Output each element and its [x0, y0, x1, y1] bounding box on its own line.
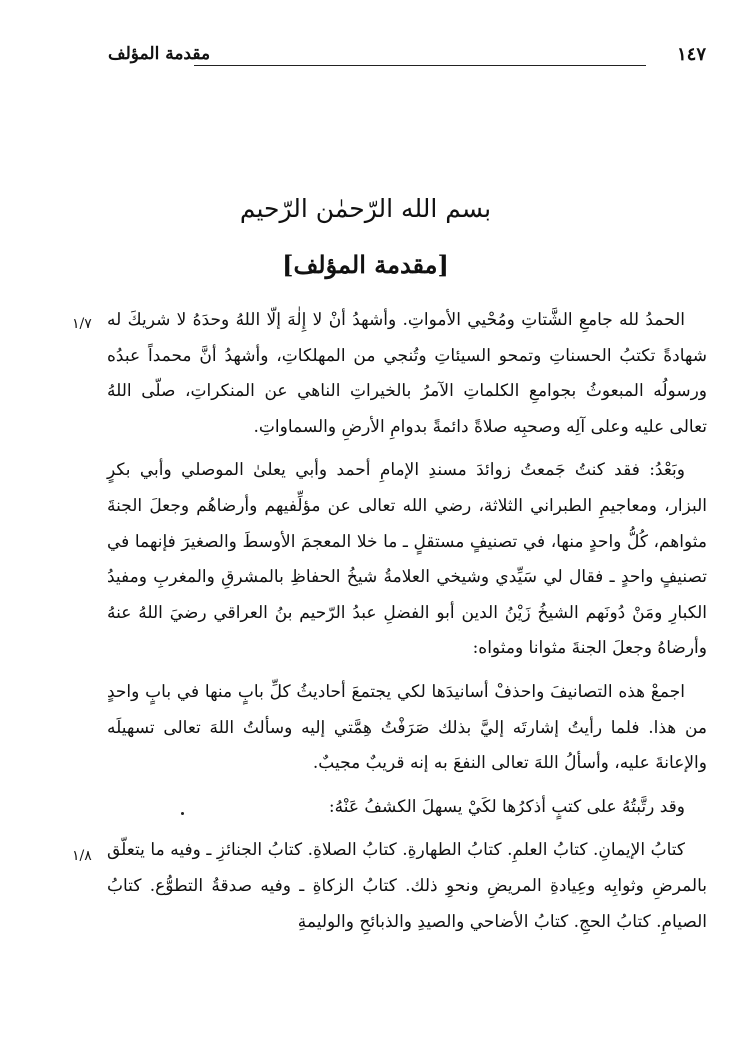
- paragraph-arrangement: وقد رتَّبتُهُ على كتبٍ أذكرُها لكَيْ يسهلَ الكشفُ عَنْهُ:: [328, 796, 685, 817]
- paragraph-intro: وبَعْدُ: فقد كنتُ جَمعتُ زوائدَ مسندِ الإمامِ أحمد وأبي يعلىٰ الموصلي وأبي بكرٍ البزار، ومعاجيمِ الطبراني الثلاثة، رضي الله تعالى عن مؤلِّفيهم وأرضاهُم وجعلَ الجنةَ مثواهم، كُلُّ واحدٍ منها، في تصنيفٍ مستقلٍ ـ ما خلا المعجمَ الأوسطَ والصغيرَ فإنهما في تصنيفٍ واحدٍ ـ فقال لي سَيِّدي وشيخي العلامةُ شيخُ الحفاظِ بالمشرقِ والمغربِ ومفيدُ الكبارِ ومَنْ دُونَهم الشيخُ زَيْنُ الدين أبو الفضلِ عبدُ الرّحيم بنُ العراقي رضيَ اللهُ عنهُ وأرضاهُ وجعلَ الجنةَ مثوانا ومثواه:: [107, 460, 707, 659]
- paragraph-hamd: الحمدُ لله جامعِ الشَّتاتِ ومُحْيي الأمواتِ. وأشهدُ أنْ لا إِلٰهَ إلّا اللهُ وحدَهُ لا شريكَ له شهادةً تكتبُ الحسناتِ وتمحو السيئاتِ وتُنجي من المهلكاتِ، وأشهدُ أنَّ محمداً عبدُه ورسولُه المبعوثُ بجوامعِ الكلماتِ الآمرُ بالخيراتِ الناهي عن المنكراتِ، صلّى اللهُ تعالى عليه وعلى آلِه وصحبِه صلاةً دائمةً بدوامِ الأرضِ والسماواتِ.: [107, 310, 707, 437]
- margin-reference: ١/٨: [72, 848, 92, 864]
- stray-mark: [181, 812, 184, 815]
- page-number: ١٤٧: [676, 44, 706, 65]
- running-header-title: مقدمة المؤلف: [108, 44, 211, 64]
- section-title: [مقدمة المؤلف]: [282, 250, 449, 279]
- header-rule: [194, 65, 646, 66]
- margin-reference: ١/٧: [72, 316, 92, 332]
- basmala: بسم الله الرّحمٰن الرّحيم: [239, 194, 492, 223]
- paragraph-book-list: كتابُ الإيمانِ. كتابُ العلمِ. كتابُ الطهارةِ. كتابُ الصلاةِ. كتابُ الجنائزِ ـ وفيه ما يتعلّق بالمرضِ وثوابِه وعِيادةِ المريضِ ونحوِ ذلك. كتابُ الزكاةِ ـ وفيه صدقةُ التطوُّع. كتابُ الصيامِ. كتابُ الحجِ. كتابُ الأضاحي والصيدِ والذبائحِ والوليمةِ: [107, 840, 707, 932]
- body-text: [107, 303, 707, 948]
- paragraph-instruction: اجمعْ هذه التصانيفَ واحذفْ أسانيدَها لكي يجتمعَ أحاديثُ كلِّ بابٍ منها في بابٍ واحدٍ من هذا. فلما رأيتُ إشارتَه إليَّ بذلك صَرَفْتُ هِمَّتي إليه وسألتُ اللهَ تعالى تسهيلَه والإعانةَ عليه، وأسألُ اللهَ تعالى النفعَ به إنه قريبٌ مجيبٌ.: [107, 681, 707, 774]
- page-header: [108, 44, 706, 72]
